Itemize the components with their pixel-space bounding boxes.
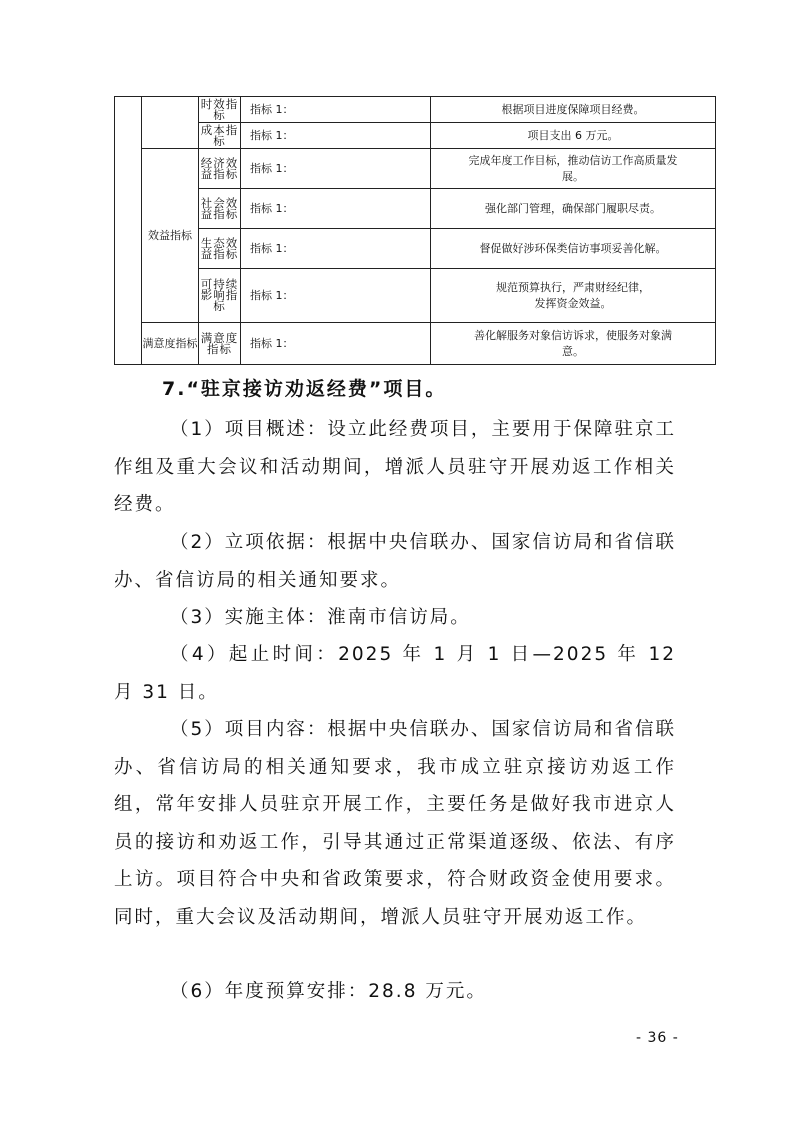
performance-indicator-table <box>114 96 716 365</box>
section-heading: 7.“驻京接访劝返经费”项目。 <box>162 378 447 400</box>
value-line: 根据项目进度保障项目经费。 <box>501 102 645 116</box>
paragraph-period: （4）起止时间：2025 年 1 月 1 日—2025 年 12 月 31 日。 <box>114 644 676 703</box>
table-row <box>115 189 716 229</box>
paragraph-budget: （6）年度预算安排：28.8 万元。 <box>170 981 487 1002</box>
indicator-name: 指标 1： <box>241 189 431 229</box>
group-label-satisfaction: 满意度指标 <box>142 323 199 365</box>
table-row <box>115 123 716 149</box>
indicator-value <box>431 323 716 365</box>
value-line: 规范预算执行，严肃财经纪律， <box>496 280 650 294</box>
level3-cell: 社会效益指标 <box>199 189 241 229</box>
indicator-name: 指标 1： <box>241 229 431 269</box>
paragraph-content: （5）项目内容：根据中央信联办、国家信访局和省信联办、省信访局的相关通知要求，我市成立驻京接访劝返工作组，常年安排人员驻京开展工作，主要任务是做好我市进京人员的接访和劝返工作，引导其通过正常渠道逐级、依法、有序上访。项目符合中央和省政策要求，符合财政资金使用要求。同时，重大会议及活动期间，增派人员驻守开展劝返工作。 <box>114 719 676 928</box>
indicator-name: 指标 1： <box>241 123 431 149</box>
level3-cell: 经济效益指标 <box>199 149 241 189</box>
table-row <box>115 97 716 123</box>
indicator-name: 指标 1： <box>241 97 431 123</box>
group-label-benefit: 效益指标 <box>142 149 199 323</box>
level3-cell: 时效指标 <box>199 97 241 123</box>
level3-cell: 成本指标 <box>199 123 241 149</box>
value-line: 意。 <box>562 344 584 358</box>
value-line: 善化解服务对象信访诉求，使服务对象满 <box>474 328 672 342</box>
level2-cell <box>142 97 199 149</box>
indicator-value <box>431 123 716 149</box>
indicator-name: 指标 1： <box>241 269 431 323</box>
indicator-value <box>431 229 716 269</box>
paragraph-implementer: （3）实施主体：淮南市信访局。 <box>170 607 471 628</box>
value-line: 发挥资金效益。 <box>534 296 612 310</box>
indicator-value <box>431 269 716 323</box>
table-row <box>115 149 716 189</box>
indicator-value <box>431 149 716 189</box>
level3-cell: 满意度指标 <box>199 323 241 365</box>
level1-cell <box>115 97 142 365</box>
paragraph-basis: （2）立项依据：根据中央信联办、国家信访局和省信联办、省信访局的相关通知要求。 <box>114 532 676 591</box>
indicator-name: 指标 1： <box>241 323 431 365</box>
level3-cell: 生态效益指标 <box>199 229 241 269</box>
value-line: 强化部门管理，确保部门履职尽责。 <box>485 201 661 215</box>
table-row <box>115 323 716 365</box>
indicator-name: 指标 1： <box>241 149 431 189</box>
paragraph-overview: （1）项目概述：设立此经费项目，主要用于保障驻京工作组及重大会议和活动期间，增派人员驻守开展劝返工作相关经费。 <box>114 419 676 515</box>
value-line: 完成年度工作目标，推动信访工作高质量发 <box>468 153 678 167</box>
level3-cell: 可持续影响指标 <box>199 269 241 323</box>
value-line: 展。 <box>562 169 584 183</box>
page-number: - 36 - <box>636 1030 679 1046</box>
table-row <box>115 229 716 269</box>
value-line: 督促做好涉环保类信访事项妥善化解。 <box>479 241 667 255</box>
value-line: 项目支出 6 万元。 <box>527 128 619 142</box>
indicator-value <box>431 97 716 123</box>
table-row <box>115 269 716 323</box>
indicator-value <box>431 189 716 229</box>
